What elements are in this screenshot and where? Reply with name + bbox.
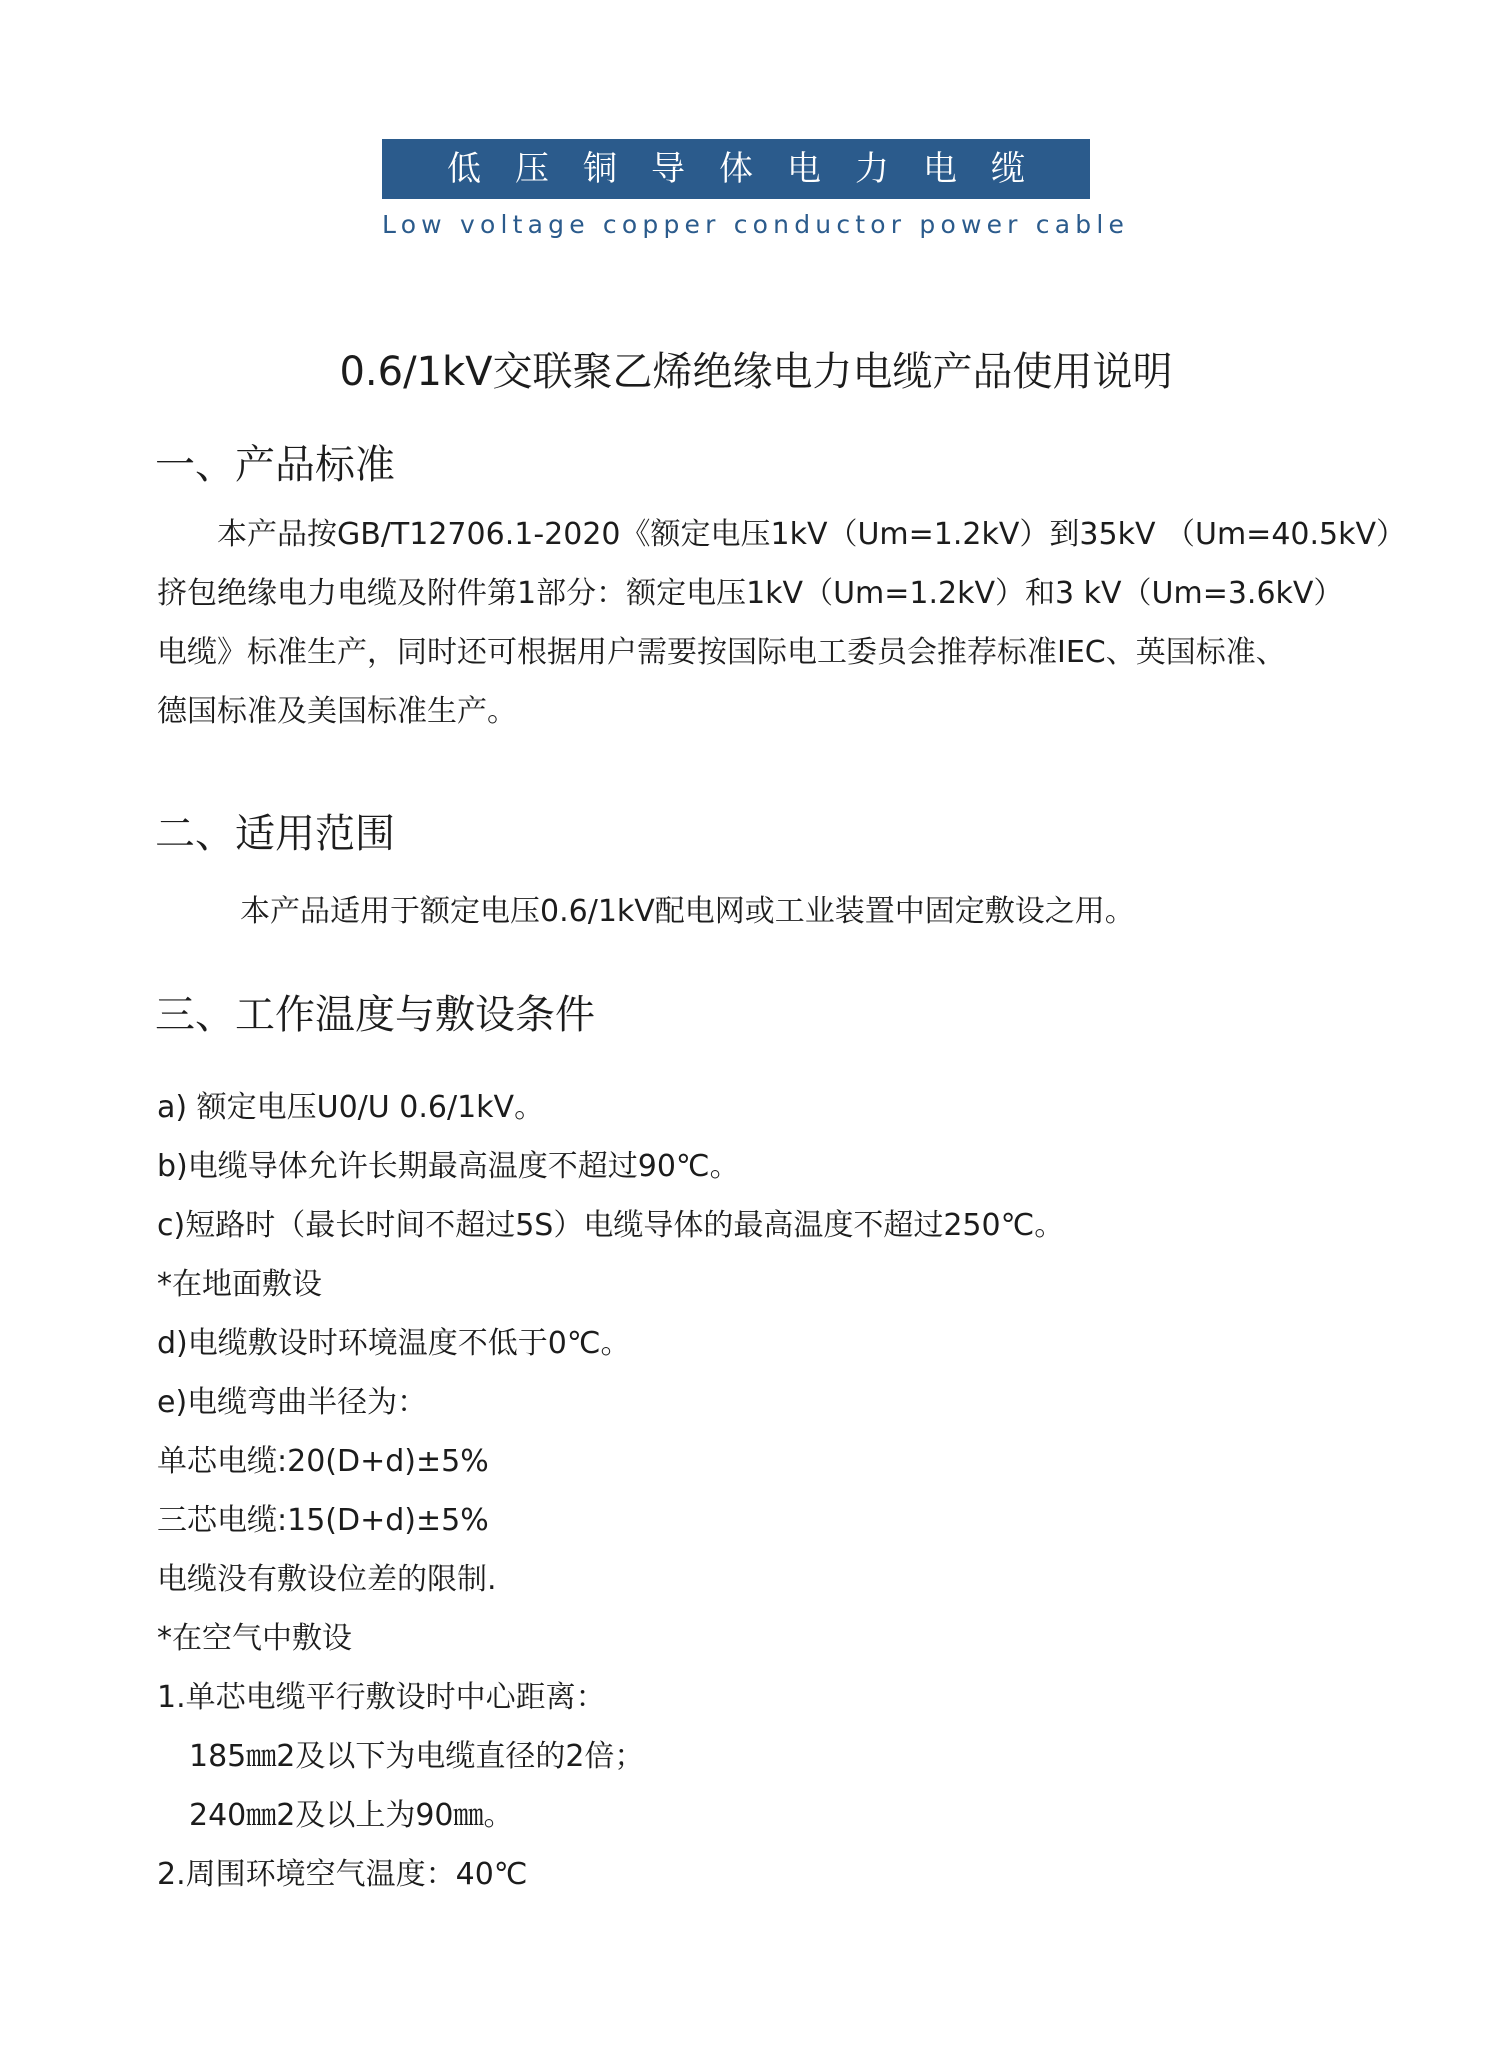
list-item: 185㎜2及以下为电缆直径的2倍； bbox=[189, 1739, 645, 1774]
conditions-list bbox=[157, 1078, 1064, 1904]
section-heading-scope: 二、适用范围 bbox=[155, 811, 395, 857]
list-item: c)短路时（最长时间不超过5S）电缆导体的最高温度不超过250℃。 bbox=[157, 1208, 1065, 1243]
standard-line: 挤包绝缘电力电缆及附件第1部分：额定电压1kV（Um=1.2kV）和3 kV（Um=3.6kV） bbox=[157, 576, 1344, 611]
list-item: 240㎜2及以上为90㎜。 bbox=[189, 1798, 514, 1833]
standard-line: 电缆》标准生产，同时还可根据用户需要按国际电工委员会推荐标准IEC、英国标准、 bbox=[157, 635, 1286, 670]
list-item: *在空气中敷设 bbox=[157, 1621, 352, 1656]
standard-line: 本产品按GB/T12706.1-2020《额定电压1kV（Um=1.2kV）到35kV （Um=40.5kV） bbox=[157, 517, 1407, 552]
document-title: 0.6/1kV交联聚乙烯绝缘电力电缆产品使用说明 bbox=[339, 349, 1173, 395]
list-item: 三芯电缆:15(D+d)±5% bbox=[157, 1503, 489, 1538]
banner-title: 低压铜导体电力电缆 bbox=[382, 139, 1090, 199]
section-heading-conditions: 三、工作温度与敷设条件 bbox=[155, 992, 595, 1038]
list-item: 单芯电缆:20(D+d)±5% bbox=[157, 1444, 489, 1479]
section-heading-standard: 一、产品标准 bbox=[155, 442, 395, 488]
list-item: 2.周围环境空气温度：40℃ bbox=[157, 1857, 528, 1892]
list-item: 电缆没有敷设位差的限制. bbox=[157, 1562, 497, 1597]
standard-line: 德国标准及美国标准生产。 bbox=[157, 694, 517, 729]
banner-subtitle: Low voltage copper conductor power cable bbox=[382, 210, 1130, 239]
scope-text: 本产品适用于额定电压0.6/1kV配电网或工业装置中固定敷设之用。 bbox=[240, 894, 1135, 929]
list-item: *在地面敷设 bbox=[157, 1267, 322, 1302]
list-item: d)电缆敷设时环境温度不低于0℃。 bbox=[157, 1326, 631, 1361]
list-item: a) 额定电压U0/U 0.6/1kV。 bbox=[157, 1090, 545, 1125]
list-item: e)电缆弯曲半径为： bbox=[157, 1385, 428, 1420]
standard-paragraph bbox=[157, 505, 1407, 741]
list-item: 1.单芯电缆平行敷设时中心距离： bbox=[157, 1680, 606, 1715]
list-item: b)电缆导体允许长期最高温度不超过90℃。 bbox=[157, 1149, 740, 1184]
